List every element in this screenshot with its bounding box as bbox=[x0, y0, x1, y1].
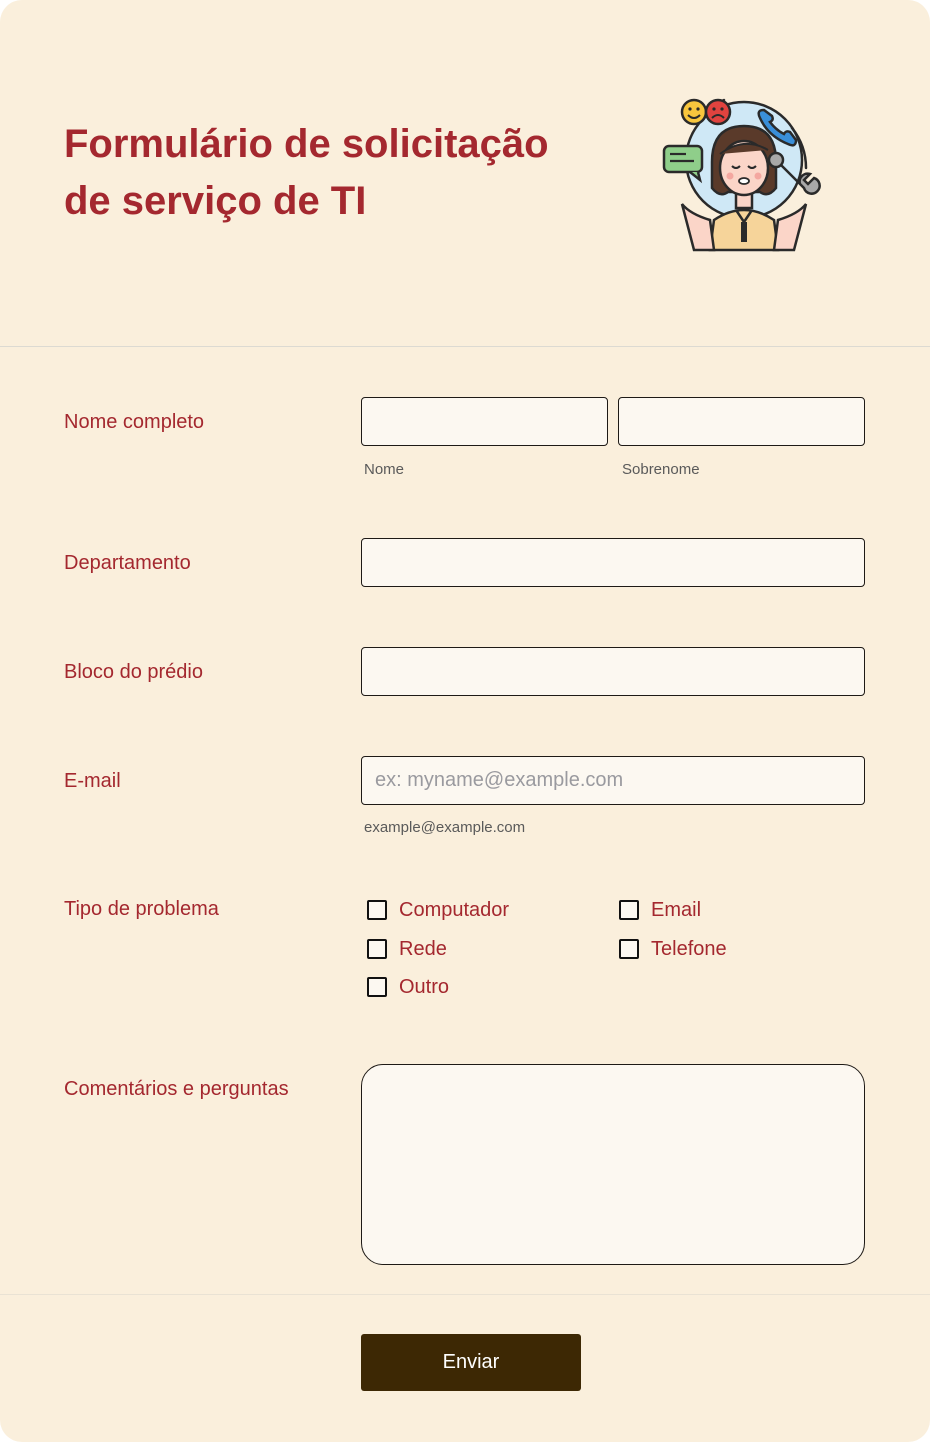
last-name-input[interactable] bbox=[618, 397, 865, 446]
problem-type-label: Tipo de problema bbox=[64, 898, 219, 920]
it-support-agent-illustration bbox=[660, 88, 830, 258]
checkbox-label: Outro bbox=[399, 976, 450, 998]
submit-button[interactable]: Enviar bbox=[361, 1334, 581, 1391]
full-name-label: Nome completo bbox=[64, 411, 205, 433]
comments-textarea[interactable] bbox=[361, 1064, 865, 1265]
building-input[interactable] bbox=[361, 647, 865, 696]
page-title: Formulário de solicitação de serviço de TI bbox=[64, 122, 549, 223]
checkbox-box[interactable] bbox=[619, 939, 639, 959]
checkbox-box[interactable] bbox=[367, 900, 387, 920]
department-label: Departamento bbox=[64, 552, 191, 574]
checkbox-label: Computador bbox=[399, 899, 510, 921]
first-name-sublabel: Nome bbox=[364, 461, 405, 478]
checkbox-label: Email bbox=[651, 899, 702, 921]
email-label: E-mail bbox=[64, 770, 121, 792]
checkbox-telefone[interactable] bbox=[619, 937, 727, 961]
email-input[interactable] bbox=[361, 756, 865, 805]
checkbox-box[interactable] bbox=[367, 977, 387, 997]
form-header bbox=[0, 0, 930, 346]
checkbox-box[interactable] bbox=[619, 900, 639, 920]
checkbox-rede[interactable] bbox=[367, 937, 447, 961]
checkbox-computador[interactable] bbox=[367, 898, 509, 922]
header-divider bbox=[0, 346, 930, 347]
first-name-input[interactable] bbox=[361, 397, 608, 446]
checkbox-label: Rede bbox=[399, 938, 447, 960]
footer-divider bbox=[0, 1294, 930, 1295]
checkbox-outro[interactable] bbox=[367, 975, 449, 999]
checkbox-label: Telefone bbox=[651, 938, 727, 960]
comments-label: Comentários e perguntas bbox=[64, 1078, 289, 1100]
last-name-sublabel: Sobrenome bbox=[622, 461, 700, 478]
email-sublabel: example@example.com bbox=[364, 819, 526, 836]
department-input[interactable] bbox=[361, 538, 865, 587]
building-label: Bloco do prédio bbox=[64, 661, 203, 683]
checkbox-box[interactable] bbox=[367, 939, 387, 959]
checkbox-email[interactable] bbox=[619, 898, 701, 922]
